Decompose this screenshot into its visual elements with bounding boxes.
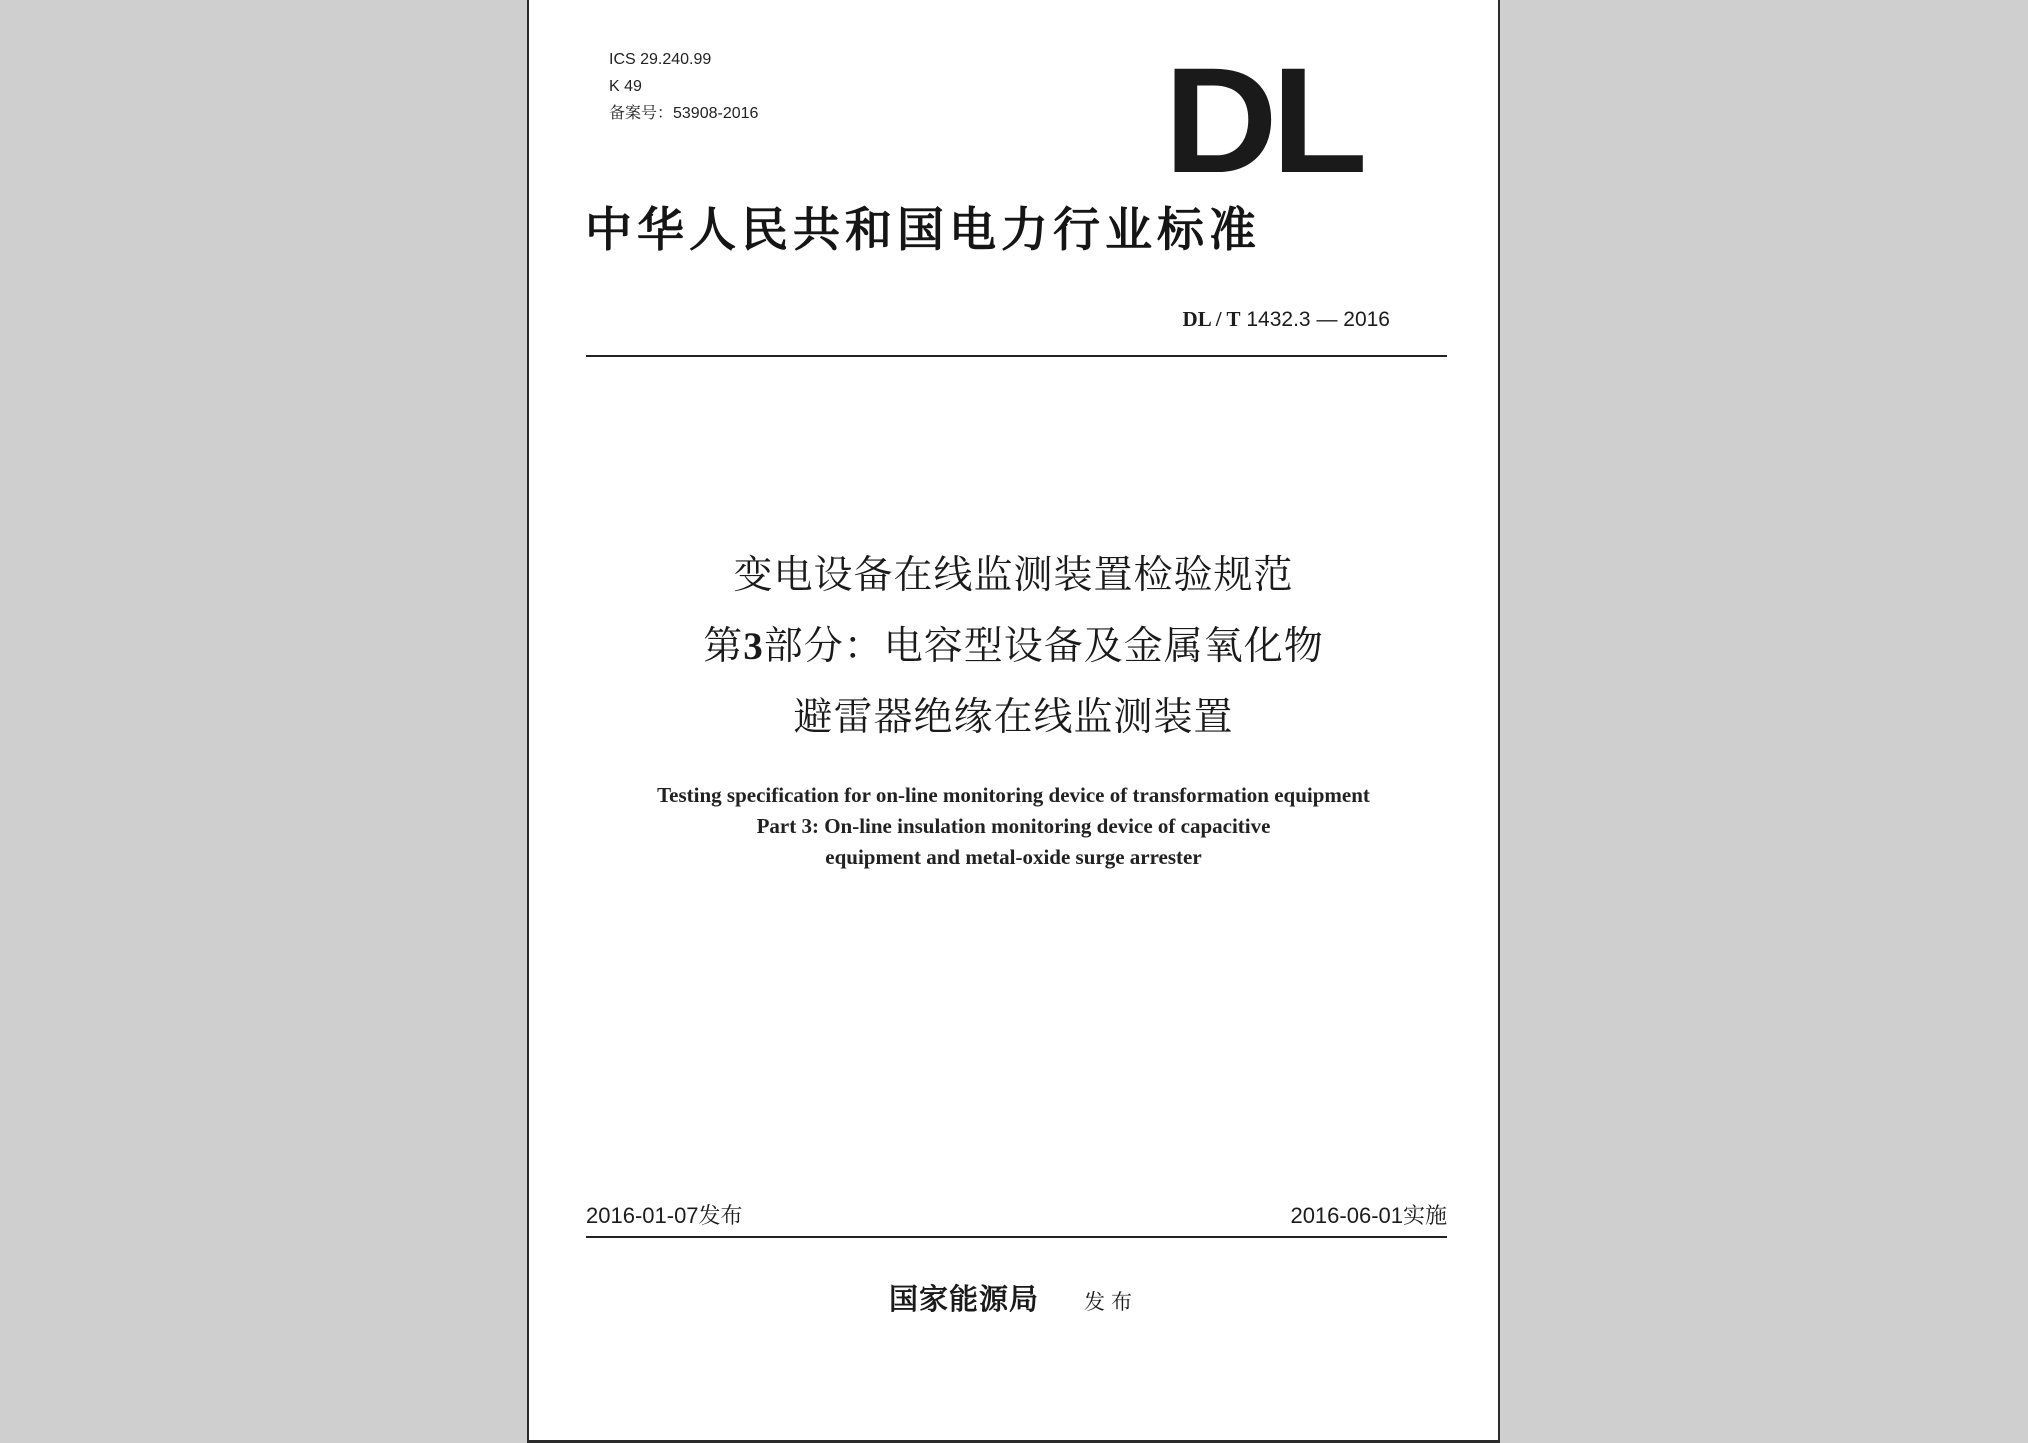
chinese-title-line-2-rest: 部分：电容型设备及金属氧化物 xyxy=(763,624,1324,669)
chinese-title-part-number: 3 xyxy=(743,625,764,668)
publisher-action: 发布 xyxy=(1084,1290,1139,1314)
document-page xyxy=(527,0,1500,1443)
standard-code xyxy=(1183,304,1390,335)
english-title-line-1: Testing specification for on-line monitoring device of transformation equipment xyxy=(657,783,1370,807)
issue-date: 2016-01-07发布 xyxy=(586,1203,743,1228)
publisher-name: 国家能源局 xyxy=(888,1282,1039,1316)
classification-block xyxy=(609,46,758,127)
english-title xyxy=(529,780,1498,873)
chinese-title-line-3: 避雷器绝缘在线监测装置 xyxy=(793,695,1234,740)
record-number: 备案号：53908-2016 xyxy=(609,105,759,122)
chinese-title-line-2-prefix: 第 xyxy=(703,624,744,669)
footer-divider xyxy=(586,1236,1447,1238)
standard-code-number: 1432.3 — 2016 xyxy=(1246,308,1390,331)
chinese-title-line-2 xyxy=(529,611,1498,682)
english-title-line-2: Part 3: On-line insulation monitoring device of capacitive xyxy=(756,814,1271,838)
chinese-title xyxy=(529,540,1498,753)
k-code: K 49 xyxy=(609,78,642,95)
publisher xyxy=(529,1278,1498,1323)
english-title-line-3: equipment and metal-oxide surge arrester xyxy=(825,845,1202,869)
standard-category-title: 中华人民共和国电力行业标准 xyxy=(585,203,1261,258)
dl-logo: DL xyxy=(1164,64,1362,176)
implementation-date: 2016-06-01实施 xyxy=(1290,1203,1447,1228)
header-divider xyxy=(586,355,1447,357)
standard-code-prefix: DL / T xyxy=(1182,307,1241,331)
chinese-title-line-1: 变电设备在线监测装置检验规范 xyxy=(733,553,1294,598)
ics-code: ICS 29.240.99 xyxy=(609,51,712,68)
dates-row xyxy=(586,1200,1447,1232)
